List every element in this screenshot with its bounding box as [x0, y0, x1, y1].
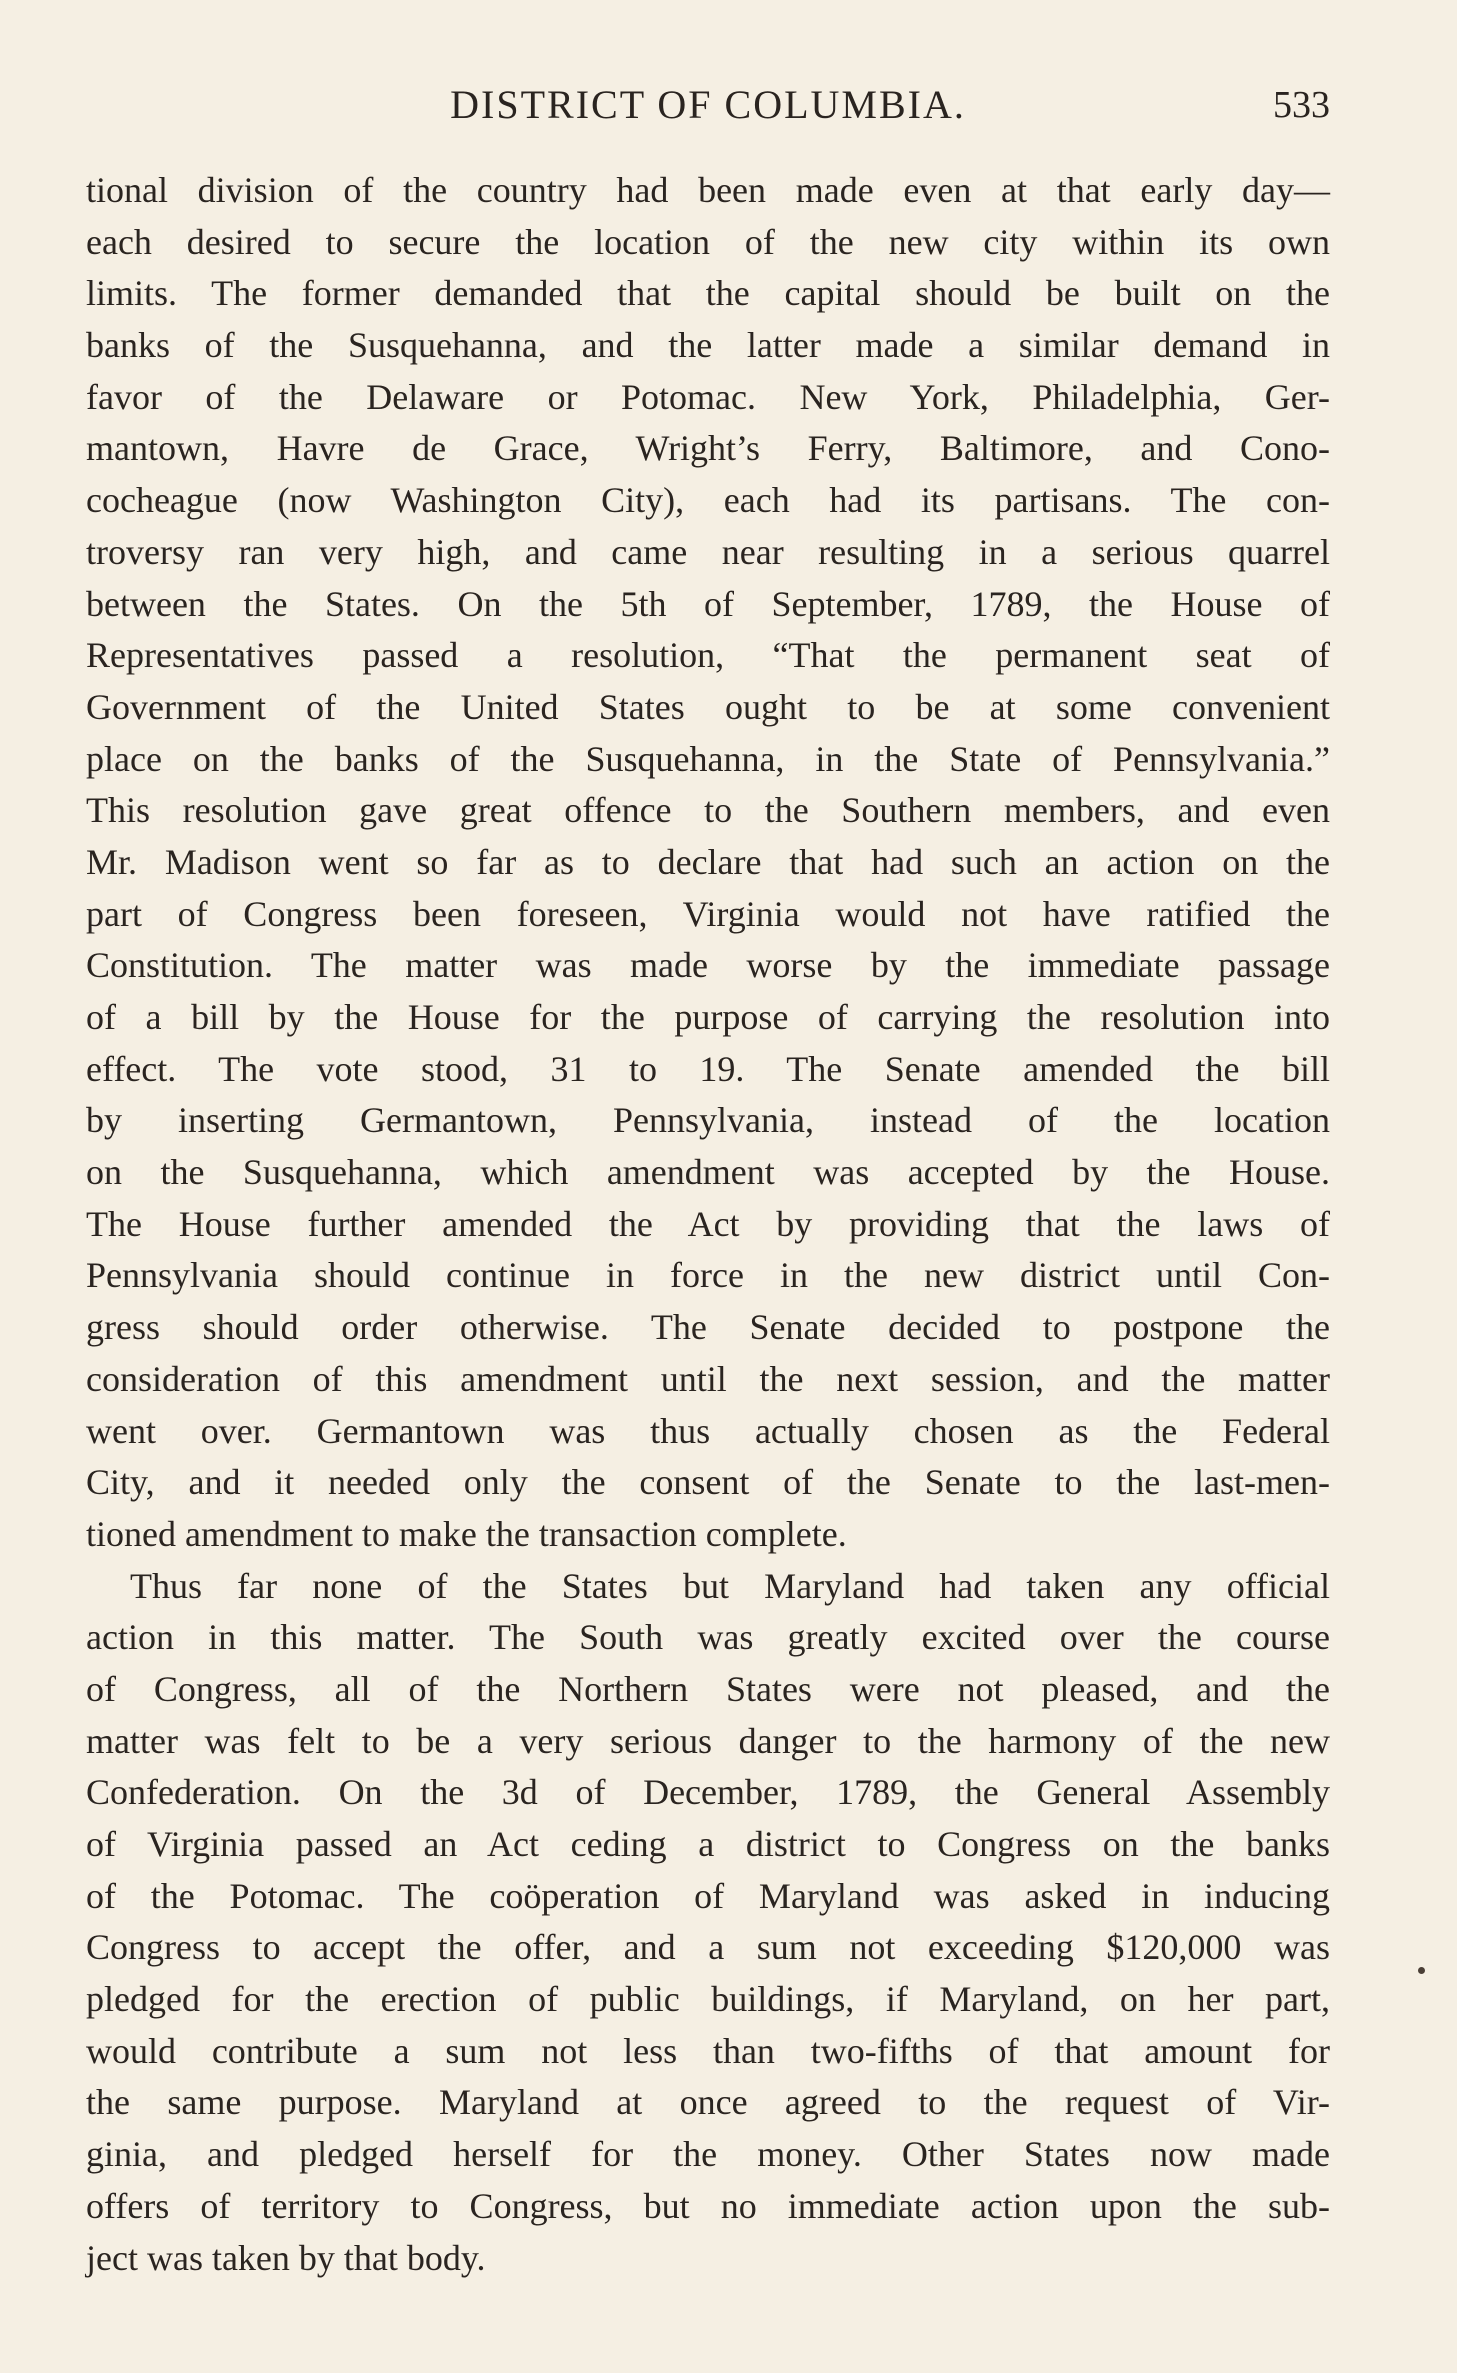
text-line: effect. The vote stood, 31 to 19. The Senate amended the bill: [86, 1048, 1330, 1089]
running-title: DISTRICT OF COLUMBIA.: [450, 82, 966, 127]
text-line: consideration of this amendment until the next session, and the matter: [86, 1358, 1330, 1399]
text-line: would contribute a sum not less than two-fifths of that amount for: [86, 2030, 1330, 2071]
text-line: by inserting Germantown, Pennsylvania, instead of the location: [86, 1100, 1330, 1141]
text-line: This resolution gave great offence to the Southern members, and even: [86, 790, 1330, 831]
text-line: tioned amendment to make the transaction complete.: [86, 1513, 847, 1554]
margin-speck: [1418, 1967, 1425, 1974]
text-line: Representatives passed a resolution, “That the permanent seat of: [86, 635, 1330, 676]
text-line: ginia, and pledged herself for the money. Other States now made: [86, 2134, 1330, 2175]
text-line: Constitution. The matter was made worse by the immediate passage: [86, 945, 1330, 986]
text-line: limits. The former demanded that the capital should be built on the: [86, 273, 1330, 314]
text-line: cocheague (now Washington City), each had its partisans. The con-: [86, 480, 1330, 521]
text-line: tional division of the country had been made even at that early day—: [86, 170, 1330, 210]
text-line: went over. Germantown was thus actually chosen as the Federal: [86, 1410, 1330, 1451]
text-line: the same purpose. Maryland at once agreed to the request of Vir-: [86, 2082, 1330, 2123]
text-line: Government of the United States ought to be at some convenient: [86, 686, 1330, 727]
text-line: Mr. Madison went so far as to declare that had such an action on the: [86, 841, 1330, 882]
text-line: each desired to secure the location of the new city within its own: [86, 221, 1330, 262]
text-line: of Virginia passed an Act ceding a district to Congress on the banks: [86, 1824, 1330, 1864]
text-line: Congress to accept the offer, and a sum not exceeding $120,000 was: [86, 1927, 1330, 1968]
text-line: Confederation. On the 3d of December, 1789, the General Assembly: [86, 1772, 1330, 1813]
text-line: favor of the Delaware or Potomac. New York, Philadelphia, Ger-: [86, 376, 1330, 417]
text-line: gress should order otherwise. The Senate decided to postpone the: [86, 1307, 1330, 1348]
text-line: pledged for the erection of public buildings, if Maryland, on her part,: [86, 1979, 1330, 2020]
text-line: action in this matter. The South was greatly excited over the course: [86, 1617, 1330, 1658]
body-text: [86, 165, 1330, 2284]
page-number: 533: [1273, 84, 1330, 126]
running-head: [86, 80, 1330, 130]
text-line: on the Susquehanna, which amendment was accepted by the House.: [86, 1152, 1330, 1193]
text-line: of the Potomac. The coöperation of Maryland was asked in inducing: [86, 1875, 1330, 1916]
text-line: of Congress, all of the Northern States were not pleased, and the: [86, 1668, 1330, 1709]
text-line: offers of territory to Congress, but no immediate action upon the sub-: [86, 2185, 1330, 2226]
text-line: between the States. On the 5th of September, 1789, the House of: [86, 583, 1330, 624]
text-line: Pennsylvania should continue in force in the new district until Con-: [86, 1255, 1330, 1296]
text-line: The House further amended the Act by providing that the laws of: [86, 1203, 1330, 1244]
text-line: of a bill by the House for the purpose of carrying the resolution into: [86, 997, 1330, 1037]
text-line: part of Congress been foreseen, Virginia would not have ratified the: [86, 893, 1330, 934]
text-line: banks of the Susquehanna, and the latter made a similar demand in: [86, 325, 1330, 366]
text-line: mantown, Havre de Grace, Wright’s Ferry, Baltimore, and Cono-: [86, 428, 1330, 469]
text-line: place on the banks of the Susquehanna, in the State of Pennsylvania.”: [86, 738, 1330, 779]
text-line: ject was taken by that body.: [86, 2237, 486, 2278]
text-line: Thus far none of the States but Maryland had taken any official: [130, 1565, 1330, 1606]
text-line: troversy ran very high, and came near resulting in a serious quarrel: [86, 531, 1330, 572]
text-line: City, and it needed only the consent of the Senate to the last-men-: [86, 1462, 1330, 1503]
text-line: matter was felt to be a very serious danger to the harmony of the new: [86, 1720, 1330, 1761]
